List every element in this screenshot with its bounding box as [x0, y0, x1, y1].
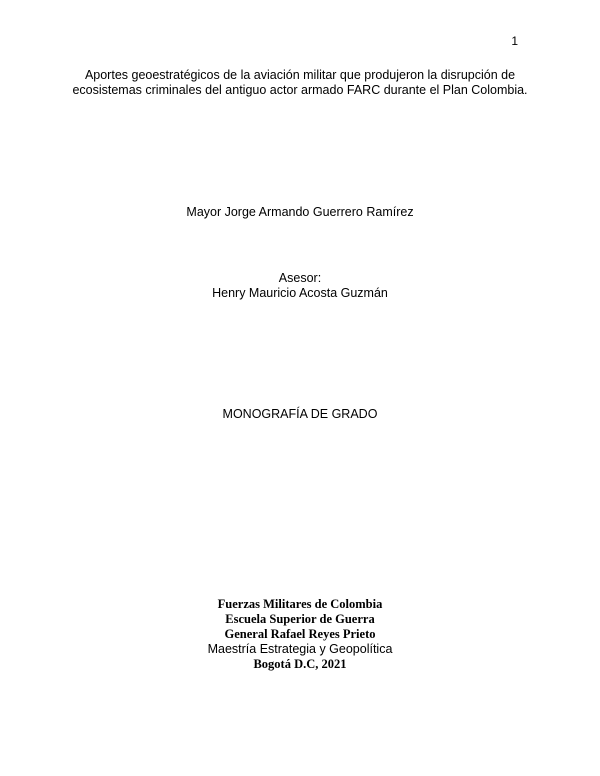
institution-line-1: Fuerzas Militares de Colombia	[217, 597, 383, 611]
institution-line-3: General Rafael Reyes Prieto	[224, 627, 376, 641]
advisor-block	[0, 271, 600, 301]
title-line-1: Aportes geoestratégicos de la aviación militar que produjeron la disrupción de	[84, 68, 516, 82]
institution-line-5: Bogotá D.C, 2021	[253, 657, 347, 671]
institution-line-2: Escuela Superior de Guerra	[225, 612, 375, 626]
institution-line-4: Maestría Estrategia y Geopolítica	[207, 642, 393, 656]
document-type: MONOGRAFÍA DE GRADO	[222, 407, 378, 421]
page-number: 1	[511, 34, 518, 48]
advisor-label: Asesor:	[278, 271, 322, 285]
document-title	[70, 68, 530, 98]
advisor-name: Henry Mauricio Acosta Guzmán	[212, 286, 388, 300]
title-line-2: ecosistemas criminales del antiguo actor armado FARC durante el Plan Colombia.	[72, 83, 528, 97]
author-name: Mayor Jorge Armando Guerrero Ramírez	[186, 205, 414, 219]
institution-block	[0, 597, 600, 672]
